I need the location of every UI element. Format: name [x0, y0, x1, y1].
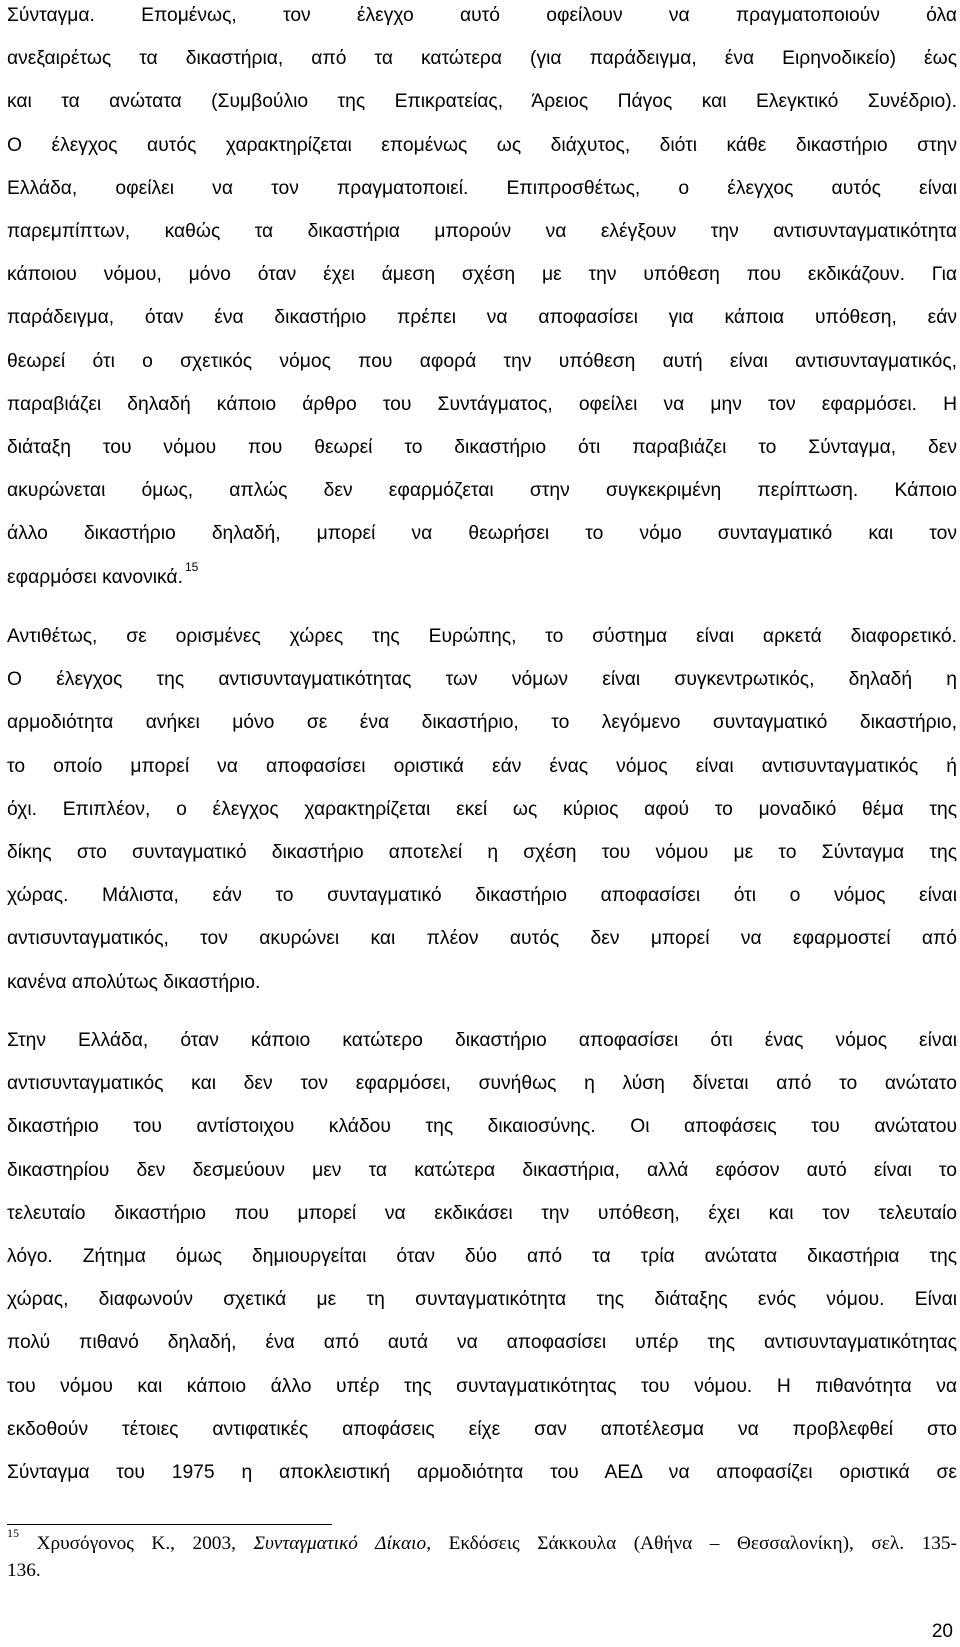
text-line: δικαστηρίου δεν δεσμεύουν μεν τα κατώτερα δικαστήρια, αλλά εφόσον αυτό είναι το — [7, 1159, 957, 1181]
text-line: του νόμου και κάποιο άλλο υπέρ της συνταγματικότητας του νόμου. Η πιθανότητα να — [7, 1375, 957, 1397]
paragraph-diffuse-review — [7, 0, 957, 599]
text-line: Ο έλεγχος αυτός χαρακτηρίζεται επομένως ως διάχυτος, διότι κάθε δικαστήριο στην — [7, 134, 957, 156]
text-line: δικαστήριο του αντίστοιχου κλάδου της δικαιοσύνης. Οι αποφάσεις του ανώτατου — [7, 1116, 957, 1138]
text-line: και τα ανώτατα (Συμβούλιο της Επικρατείας, Άρειος Πάγος και Ελεγκτικό Συνέδριο). — [7, 91, 957, 113]
text-line: διάταξη του νόμου που θεωρεί το δικαστήριο ότι παραβιάζει το Σύνταγμα, δεν — [7, 437, 957, 459]
text-line: εκδοθούν τέτοιες αντιφατικές αποφάσεις είχε σαν αποτέλεσμα να προβλεφθεί στο — [7, 1418, 957, 1440]
text-line: χώρας, διαφωνούν σχετικά με τη συνταγματικότητα της διάταξης ενός νόμου. Είναι — [7, 1289, 957, 1311]
text-line: παραβιάζει δηλαδή κάποιο άρθρο του Συντάγματος, οφείλει να μην τον εφαρμόσει. Η — [7, 393, 957, 415]
text-line: αρμοδιότητα ανήκει μόνο σε ένα δικαστήριο, το λεγόμενο συνταγματικό δικαστήριο, — [7, 712, 957, 734]
text-line: χώρας. Μάλιστα, εάν το συνταγματικό δικαστήριο αποφασίσει ότι ο νόμος είναι — [7, 885, 957, 907]
text-line: άλλο δικαστήριο δηλαδή, μπορεί να θεωρήσει το νόμο συνταγματικό και τον — [7, 523, 957, 545]
footnote-separator — [7, 1524, 332, 1525]
text-line: Ελλάδα, οφείλει να τον πραγματοποιεί. Επιπροσθέτως, ο έλεγχος αυτός είναι — [7, 177, 957, 199]
text-line-last — [7, 556, 957, 599]
footnote-publisher: , Εκδόσεις Σάκκουλα (Αθήνα – Θεσσαλονίκη), σελ. 135- — [426, 1533, 957, 1554]
footnote-number: 15 — [7, 1525, 19, 1540]
text-line: πολύ πιθανό δηλαδή, ένα από αυτά να αποφασίσει υπέρ της αντισυνταγματικότητας — [7, 1332, 957, 1354]
text-line: Στην Ελλάδα, όταν κάποιο κατώτερο δικαστήριο αποφασίσει ότι ένας νόμος είναι — [7, 1030, 957, 1051]
page-number: 20 — [931, 1621, 953, 1642]
footnote-title: Συνταγματικό Δίκαιο — [253, 1533, 427, 1554]
text-line: παράδειγμα, όταν ένα δικαστήριο πρέπει να αποφασίσει για κάποια υπόθεση, εάν — [7, 307, 957, 329]
paragraph-greek-courts — [7, 1019, 957, 1494]
footnote-line: 136. — [7, 1560, 41, 1581]
text-line: Σύνταγμα. Επομένως, τον έλεγχο αυτό οφείλουν να πραγματοποιούν όλα — [7, 5, 957, 26]
text-line: ακυρώνεται όμως, απλώς δεν εφαρμόζεται στην συγκεκριμένη περίπτωση. Κάποιο — [7, 480, 957, 502]
footnote-15 — [7, 1525, 957, 1584]
text-line: παρεμπίπτων, καθώς τα δικαστήρια μπορούν να ελέγξουν την αντισυνταγματικότητα — [7, 221, 957, 243]
text-line: αντισυνταγματικός και δεν τον εφαρμόσει, συνήθως η λύση δίνεται από το ανώτατο — [7, 1073, 957, 1095]
footnote-reference[interactable]: 15 — [184, 560, 199, 575]
text-line: κάποιου νόμου, μόνο όταν έχει άμεση σχέση με την υπόθεση που εκδικάζουν. Για — [7, 264, 957, 286]
footnote-line — [7, 1525, 957, 1557]
text-line: ανεξαιρέτως τα δικαστήρια, από τα κατώτερα (για παράδειγμα, ένα Ειρηνοδικείο) έως — [7, 48, 957, 70]
text-line: Σύνταγμα του 1975 η αποκλειστική αρμοδιότητα του ΑΕΔ να αποφασίζει οριστικά σε — [7, 1462, 957, 1484]
text-line: εφαρμόσει κανονικά. — [7, 566, 183, 588]
text-line: λόγο. Ζήτημα όμως δημιουργείται όταν δύο από τα τρία ανώτατα δικαστήρια της — [7, 1246, 957, 1268]
text-line: το οποίο μπορεί να αποφασίσει οριστικά εάν ένας νόμος είναι αντισυνταγματικός ή — [7, 755, 957, 777]
text-line: δίκης στο συνταγματικό δικαστήριο αποτελεί η σχέση του νόμου με το Σύνταγμα της — [7, 842, 957, 864]
text-line: Αντιθέτως, σε ορισμένες χώρες της Ευρώπης, το σύστημα είναι αρκετά διαφορετικό. — [7, 626, 957, 647]
text-line: θεωρεί ότι ο σχετικός νόμος που αφορά την υπόθεση αυτή είναι αντισυνταγματικός, — [7, 350, 957, 372]
text-line: όχι. Επιπλέον, ο έλεγχος χαρακτηρίζεται εκεί ως κύριος αφού το μοναδικό θέμα της — [7, 798, 957, 820]
paragraph-centralized-review — [7, 615, 957, 1004]
text-line: αντισυνταγματικός, τον ακυρώνει και πλέον αυτός δεν μπορεί να εφαρμοστεί από — [7, 928, 957, 950]
text-line: Ο έλεγχος της αντισυνταγματικότητας των νόμων είναι συγκεντρωτικός, δηλαδή η — [7, 669, 957, 691]
text-line: τελευταίο δικαστήριο που μπορεί να εκδικάσει την υπόθεση, έχει και τον τελευταίο — [7, 1202, 957, 1224]
footnote-author: Χρυσόγονος Κ., 2003, — [36, 1533, 254, 1554]
text-line: κανένα απολύτως δικαστήριο. — [7, 971, 261, 993]
